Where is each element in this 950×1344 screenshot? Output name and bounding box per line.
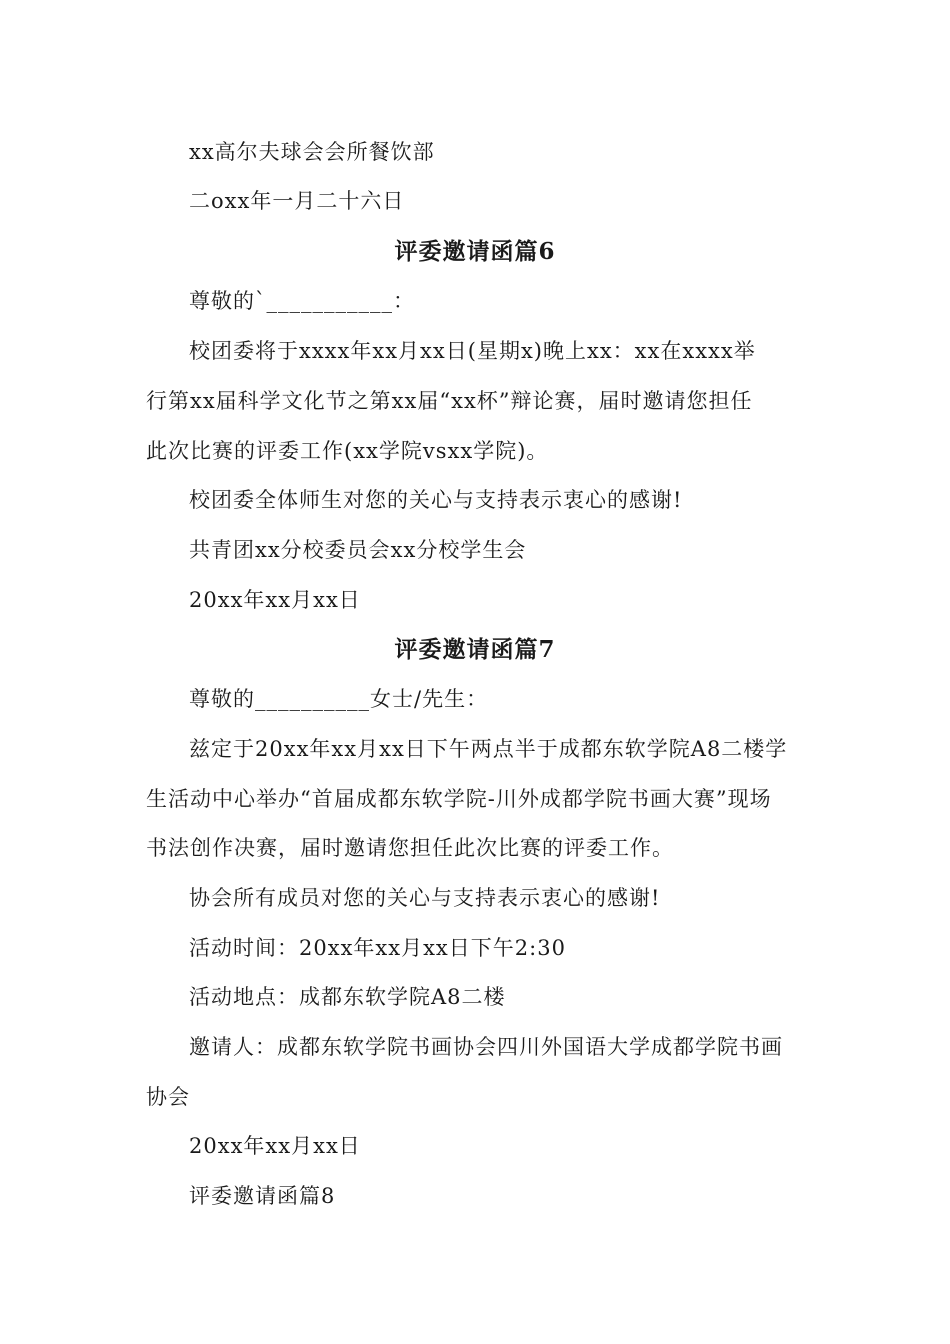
letter6-body-line: 校团委将于xxxx年xx月xx日(星期x)晚上xx：xx在xxxx举 [189, 339, 756, 363]
letter7-body-line: 书法创作决赛，届时邀请您担任此次比赛的评委工作。 [146, 836, 674, 860]
letter7-body-line: 生活动中心举办“首届成都东软学院-川外成都学院书画大赛”现场 [146, 787, 772, 811]
letter7-event-place: 活动地点：成都东软学院A8二楼 [189, 985, 506, 1009]
letter7-inviter-continued: 协会 [146, 1085, 190, 1109]
letter7-inviter: 邀请人：成都东软学院书画协会四川外国语大学成都学院书画 [189, 1035, 783, 1059]
previous-letter-organization: xx高尔夫球会会所餐饮部 [189, 140, 435, 164]
letter7-salutation: 尊敬的__________女士/先生： [189, 687, 489, 711]
letter7-heading: 评委邀请函篇7 [394, 636, 556, 663]
letter6-thanks: 校团委全体师生对您的关心与支持表示衷心的感谢! [189, 488, 683, 512]
letter6-body-line: 此次比赛的评委工作(xx学院vsxx学院)。 [146, 439, 549, 463]
letter7-event-time: 活动时间：20xx年xx月xx日下午2:30 [189, 936, 566, 960]
letter6-signature: 共青团xx分校委员会xx分校学生会 [189, 538, 527, 562]
letter7-thanks: 协会所有成员对您的关心与支持表示衷心的感谢! [189, 886, 661, 910]
letter6-heading: 评委邀请函篇6 [394, 238, 556, 265]
letter6-salutation: 尊敬的`___________： [189, 289, 415, 313]
letter8-heading: 评委邀请函篇8 [189, 1184, 336, 1208]
letter6-body-line: 行第xx届科学文化节之第xx届“xx杯”辩论赛，届时邀请您担任 [146, 389, 753, 413]
letter7-body-line: 兹定于20xx年xx月xx日下午两点半于成都东软学院A8二楼学 [189, 737, 788, 761]
letter7-date: 20xx年xx月xx日 [189, 1134, 361, 1158]
previous-letter-date: 二oxx年一月二十六日 [189, 189, 405, 213]
letter6-date: 20xx年xx月xx日 [189, 588, 361, 612]
